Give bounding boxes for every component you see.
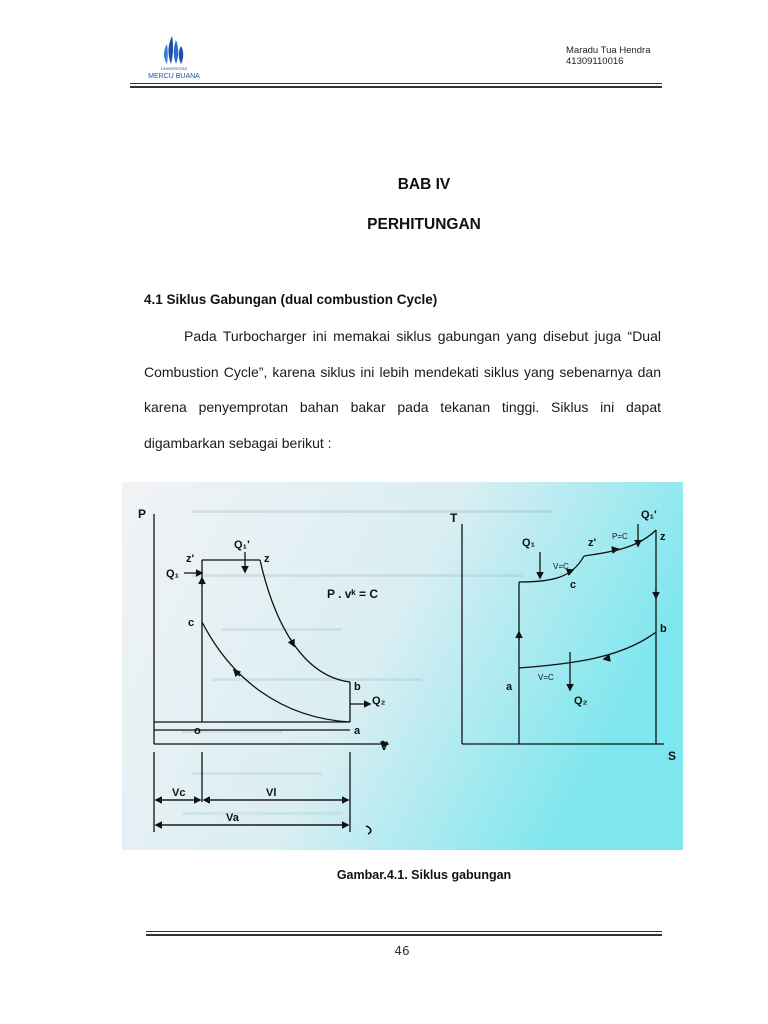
header-divider xyxy=(130,86,662,88)
ts-label-v-const-bottom: V=C xyxy=(538,673,554,682)
figure-background xyxy=(122,482,683,850)
ts-point-zprime: z' xyxy=(588,537,597,549)
ts-q1prime-label: Q₁' xyxy=(641,509,657,521)
pv-q2-label: Q₂ xyxy=(372,695,386,707)
pv-axis-v-label: V xyxy=(380,739,389,753)
pv-q1prime-label: Q₁' xyxy=(234,539,250,551)
ts-q2-label: Q₂ xyxy=(574,695,588,707)
pv-point-b: b xyxy=(354,681,361,693)
footer-divider xyxy=(146,931,662,932)
page-number: 46 xyxy=(394,944,410,958)
chapter-number: BAB IV xyxy=(397,176,451,193)
author-block xyxy=(566,45,651,67)
ts-label-v-const-top: V=C xyxy=(553,562,569,571)
pv-q1-label: Q₁ xyxy=(166,568,180,580)
logo-subcaption: UNIVERSITAS xyxy=(160,66,188,71)
pv-point-o: o xyxy=(194,725,201,737)
figure-caption: Gambar.4.1. Siklus gabungan xyxy=(336,868,512,882)
ts-label-p-const: P=C xyxy=(612,532,628,541)
logo-caption: MERCU BUANA xyxy=(148,73,200,80)
dual-cycle-figure xyxy=(122,482,683,850)
pv-equation: P . vᵏ = C xyxy=(327,587,378,601)
pv-dim-vc: Vc xyxy=(172,787,186,799)
chapter-title: PERHITUNGAN xyxy=(367,216,481,233)
ts-point-a: a xyxy=(506,681,513,693)
ts-point-c: c xyxy=(570,579,577,591)
ts-q1-label: Q₁ xyxy=(522,537,536,549)
ts-point-b: b xyxy=(660,623,667,635)
university-logo xyxy=(142,34,206,82)
ts-axis-s-label: S xyxy=(668,749,677,763)
pv-point-zprime: z' xyxy=(186,553,195,565)
section-heading: 4.1 Siklus Gabungan (dual combustion Cycle) xyxy=(144,292,438,307)
author-name: Maradu Tua Hendra xyxy=(566,45,651,56)
footer-divider xyxy=(146,934,662,936)
ts-axis-t-label: T xyxy=(450,511,458,525)
ts-point-z: z xyxy=(660,531,666,543)
pv-dim-vl: Vl xyxy=(266,787,277,799)
pv-point-z: z xyxy=(264,553,270,565)
pv-point-c: c xyxy=(188,617,195,629)
pv-dim-va: Va xyxy=(226,812,239,824)
flame-icon xyxy=(164,36,183,64)
body-paragraph: Pada Turbocharger ini memakai siklus gabungan yang disebut juga “Dual Combustion Cycle”, karena siklus ini lebih mendekati siklus yang sebenarnya dan karena penyemprotan bahan bakar pada tekanan tinggi. Siklus ini dapat digambarkan sebagai berikut : xyxy=(144,328,661,451)
pv-axis-p-label: P xyxy=(138,507,147,521)
student-id: 41309110016 xyxy=(566,56,624,67)
header-divider xyxy=(130,83,662,84)
pv-point-a: a xyxy=(354,725,361,737)
